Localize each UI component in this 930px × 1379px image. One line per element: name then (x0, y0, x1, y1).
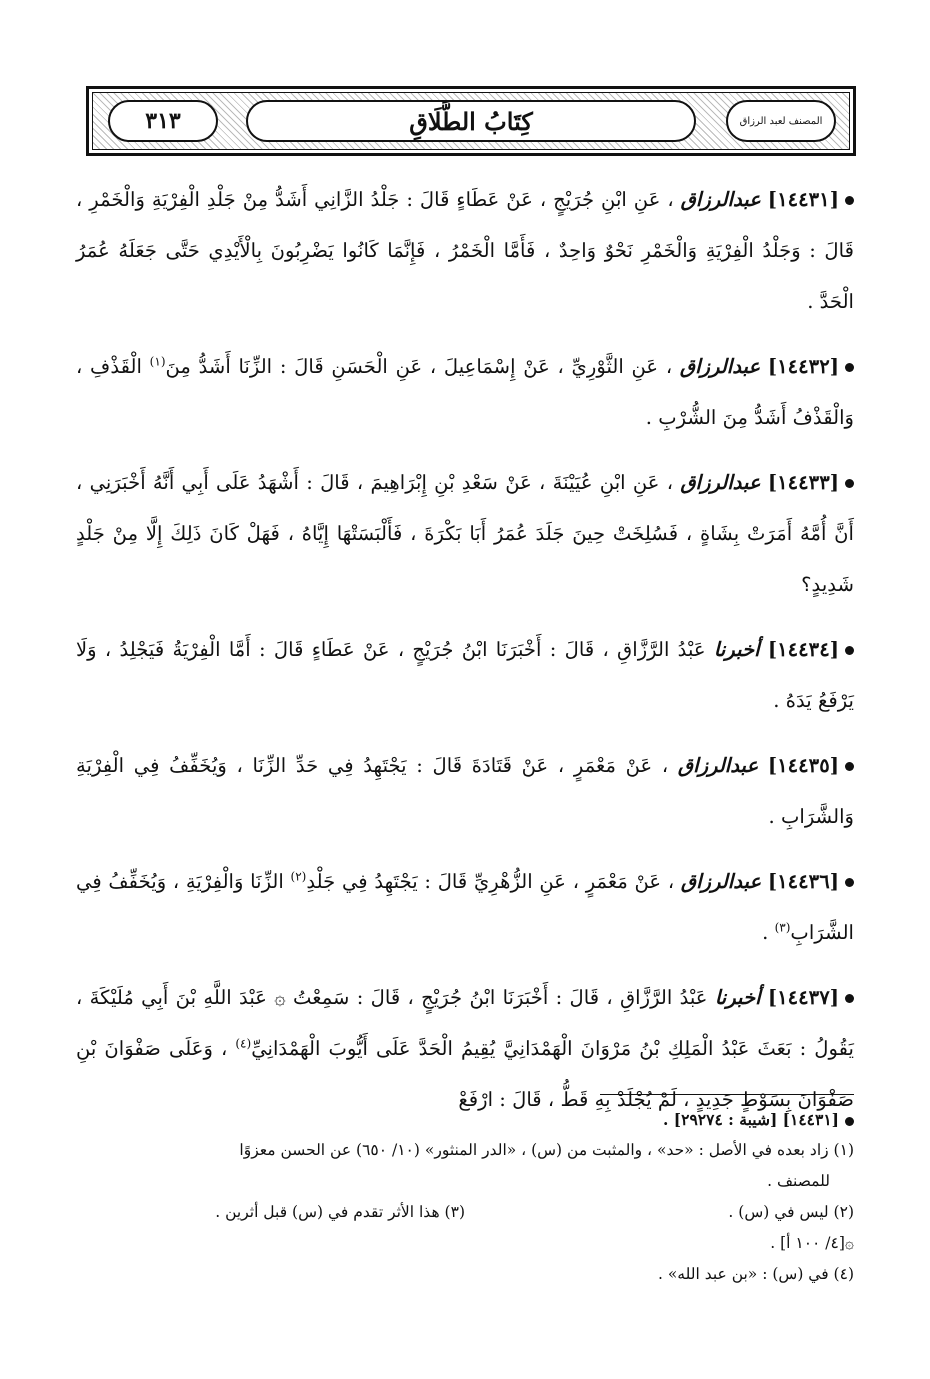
hadith-text: ، عَنْ مَعْمَرٍ ، عَنِ الزُّهْرِيِّ قَالَ : يَجْتَهِدُ فِي جَلْدِ (306, 870, 675, 893)
footnote-2: (٢) ليس في (س) . (728, 1203, 854, 1221)
footnote-1: (١) زاد بعده في الأصل : «حد» ، والمثبت من (س) ، «الدر المنثور» (١٠/ ٦٥٠) عن الحسن معزوًا (239, 1141, 854, 1159)
narrator: عبدالرزاق (679, 355, 761, 378)
bullet-icon (845, 646, 854, 655)
bullet-icon (845, 196, 854, 205)
hadith-number: [١٤٤٣٢] (767, 355, 840, 378)
hadith-text: ، عَنِ الثَّوْرِيِّ ، عَنْ إِسْمَاعِيلَ ، عَنِ الْحَسَنِ قَالَ : الزِّنَا أَشَدُّ مِنَ (165, 355, 673, 378)
bullet-icon (845, 1117, 854, 1126)
footnotes (76, 1104, 854, 1290)
bullet-icon (845, 363, 854, 372)
chapter-title: كِتَابُ الطَّلَاقِ (409, 106, 533, 136)
footnote-1-continued: للمصنف . (767, 1172, 830, 1190)
hadith-number: [١٤٤٣٧] (767, 986, 840, 1009)
hadith-entry (76, 856, 854, 958)
bullet-icon (845, 479, 854, 488)
hadith-text: ، عَنْ مَعْمَرٍ ، عَنْ قَتَادَةَ قَالَ : يَجْتَهِدُ فِي حَدِّ الزِّنَا ، وَيُخَفِّفُ فِي الْفِرْيَةِ وَالشَّرَابِ . (76, 754, 854, 828)
main-text (76, 174, 854, 1139)
hadith-text: ، عَنِ ابْنِ جُرَيْجٍ ، عَنْ عَطَاءٍ قَالَ : جَلْدُ الزَّانِي أَشَدُّ مِنْ جَلْدِ الْفِرْيَةِ وَالْخَمْرِ ، قَالَ : وَجَلْدُ الْفِرْيَةِ وَالْخَمْرِ نَحْوٌ وَاحِدٌ ، فَأَمَّا الْخَمْرُ ، فَإِنَّمَا كَانُوا يَضْرِبُونَ بِالْأَيْدِي حَتَّى جَعَلَهُ عُمَرُ الْحَدَّ . (76, 188, 854, 313)
hadith-text: . (762, 921, 769, 944)
hadith-number: [١٤٤٣٣] (767, 471, 840, 494)
source-reference (76, 1104, 854, 1135)
hadith-entry (76, 174, 854, 327)
hadith-number: [١٤٤٣٦] (767, 870, 840, 893)
hadith-entry (76, 740, 854, 842)
footnote-3: (٣) هذا الأثر تقدم في (س) قبل أثرين . (215, 1203, 465, 1221)
chapter-title-cartouche (246, 100, 696, 142)
footnote-ref[interactable]: (٢) (290, 869, 307, 884)
page-number-cartouche (108, 100, 218, 142)
book-emblem (726, 100, 836, 142)
hadith-entry (76, 341, 854, 443)
hadith-text: الزِّنَا وَالْفِرْيَةِ ، وَيُخَفِّفُ فِي الشَّرَابِ (76, 870, 854, 944)
hadith-text: عَبْدُ الرَّزَّاقِ ، قَالَ : أَخْبَرَنَا ابْنُ جُرَيْجٍ ، عَنْ عَطَاءٍ قَالَ : أَمَّا الْفِرْيَةُ فَيَجْلِدُ ، وَلَا يَرْفَعُ يَدَهُ . (76, 638, 854, 712)
hadith-text: الْقَذْفِ ، وَالْقَذْفُ أَشَدُّ مِنَ الشُّرْبِ . (76, 355, 854, 429)
footnote-ref[interactable]: (٤) (235, 1036, 252, 1051)
hadith-text: ، وَعَلَى صَفْوَانَ بْنِ صَفْوَانَ بِسَوْطٍ جَدِيدٍ ، لَمْ يُجْلَدْ بِهِ قَطُّ ، قَالَ : ارْفَعْ (76, 1037, 854, 1111)
narrator: عبدالرزاق (677, 754, 759, 777)
hadith-entry (76, 457, 854, 610)
bullet-icon (845, 994, 854, 1003)
hadith-number: [١٤٤٣٤] (767, 638, 840, 661)
hadith-entry (76, 624, 854, 726)
bullet-icon (845, 762, 854, 771)
narrator: أخبرنا (713, 638, 760, 661)
source-reference-text: [١٤٤٣١] [شيبة : ٢٩٢٧٤] . (663, 1110, 839, 1129)
page-header (86, 86, 856, 156)
footnote-ref[interactable]: (٣) (774, 920, 791, 935)
hadith-text: ، عَنِ ابْنِ عُيَيْنَةَ ، عَنْ سَعْدِ بْنِ إِبْرَاهِيمَ ، قَالَ : أَشْهَدُ عَلَى أَبِي أَنَّهُ أَخْبَرَنِي ، أَنَّ أُمَّهُ أَمَرَتْ بِشَاةٍ ، فَسُلِخَتْ حِينَ جَلَدَ عُمَرُ أَبَا بَكْرَةَ ، فَأَلْبَسَتْهَا إِيَّاهُ ، فَهَلْ كَانَ ذَلِكَ إِلَّا مِنْ جَلْدٍ شَدِيدٍ؟ (76, 471, 854, 596)
page-number: ٣١٣ (145, 108, 181, 134)
footnote-4: (٤) في (س) : «بن عبد الله» . (657, 1265, 854, 1283)
hadith-number: [١٤٤٣٥] (767, 754, 840, 777)
footnote-row (76, 1197, 854, 1228)
narrator: أخبرنا (714, 986, 761, 1009)
book-emblem-text: المصنف لعبد الرزاق (739, 115, 823, 127)
narrator: عبدالرزاق (680, 188, 761, 211)
hadith-number: [١٤٤٣١] (767, 188, 839, 211)
bullet-icon (845, 878, 854, 887)
narrator: عبدالرزاق (680, 870, 762, 893)
footnote-ref[interactable]: (١) (149, 354, 166, 369)
narrator: عبدالرزاق (680, 471, 761, 494)
folio-reference: ۞[٤/ ١٠٠ أ] . (770, 1234, 854, 1252)
footnote-separator (600, 1094, 854, 1095)
hadith-text: عَبْدُ الرَّزَّاقِ ، قَالَ : أَخْبَرَنَا ابْنُ جُرَيْجٍ ، قَالَ : سَمِعْتُ ۞ عَبْدَ اللَّهِ بْنَ أَبِي مُلَيْكَةَ ، يَقُولُ : بَعَثَ عَبْدُ الْمَلِكِ بْنُ مَرْوَانَ الْهَمْدَانِيَّ يُقِيمُ الْحَدَّ عَلَى أَيُّوبَ الْهَمْدَانِيِّ (76, 986, 854, 1060)
hadith-entry (76, 972, 854, 1125)
